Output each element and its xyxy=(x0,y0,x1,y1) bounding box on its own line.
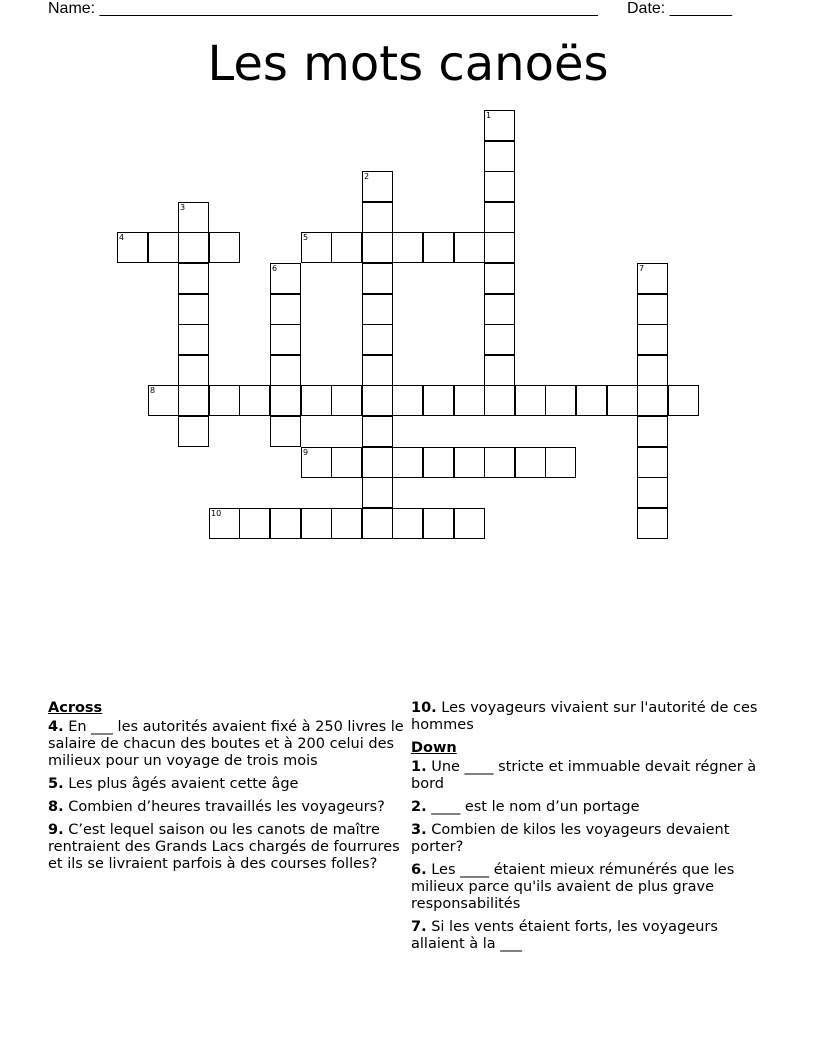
clue-number-label: 1 xyxy=(486,111,492,120)
clue-text: Les ____ étaient mieux rémunérés que les milieux parce qu'ils avaient de plus grave responsabilités xyxy=(411,862,735,912)
clue-text: C’est lequel saison ou les canots de maître rentraient des Grands Lacs chargés de fourrures et ils se livraient parfois à des courses folles? xyxy=(48,822,400,872)
grid-cell[interactable] xyxy=(178,202,209,233)
grid-cell[interactable] xyxy=(423,232,454,263)
grid-cell[interactable] xyxy=(270,263,301,294)
grid-cell[interactable] xyxy=(484,171,515,202)
grid-cell[interactable] xyxy=(178,294,209,325)
clue-number: 9. xyxy=(48,822,64,838)
grid-cell[interactable] xyxy=(515,447,546,478)
grid-cell[interactable] xyxy=(270,416,301,447)
grid-cell[interactable] xyxy=(607,385,638,416)
clue-number-label: 5 xyxy=(303,233,309,242)
grid-cell[interactable] xyxy=(331,447,362,478)
grid-cell[interactable] xyxy=(576,385,607,416)
clue-number-label: 2 xyxy=(364,172,370,181)
clue-number-label: 3 xyxy=(180,203,186,212)
grid-cell[interactable] xyxy=(178,416,209,447)
grid-cell[interactable] xyxy=(637,508,668,539)
grid-cell[interactable] xyxy=(423,385,454,416)
grid-cell[interactable] xyxy=(454,447,485,478)
grid-cell[interactable] xyxy=(362,263,393,294)
clue-across-8 xyxy=(48,799,408,816)
clue-number: 7. xyxy=(411,919,427,935)
grid-cell[interactable] xyxy=(148,232,179,263)
grid-cell[interactable] xyxy=(270,294,301,325)
grid-cell[interactable] xyxy=(209,232,240,263)
clue-down-6 xyxy=(411,862,771,913)
clue-text: Une ____ stricte et immuable devait régner à bord xyxy=(411,759,757,792)
clue-number: 4. xyxy=(48,719,64,735)
grid-cell[interactable] xyxy=(392,508,423,539)
clue-number-label: 8 xyxy=(150,386,156,395)
clue-down-3 xyxy=(411,822,771,856)
clue-across-9 xyxy=(48,822,408,873)
grid-cell[interactable] xyxy=(331,385,362,416)
grid-cell[interactable] xyxy=(637,294,668,325)
grid-cell[interactable] xyxy=(331,232,362,263)
grid-cell[interactable] xyxy=(270,385,301,416)
clue-down-7 xyxy=(411,919,771,953)
grid-cell[interactable] xyxy=(637,416,668,447)
grid-cell[interactable] xyxy=(423,447,454,478)
grid-cell[interactable] xyxy=(637,447,668,478)
grid-cell[interactable] xyxy=(301,447,332,478)
grid-cell[interactable] xyxy=(209,508,240,539)
grid-cell[interactable] xyxy=(484,232,515,263)
grid-cell[interactable] xyxy=(178,385,209,416)
grid-cell[interactable] xyxy=(423,508,454,539)
grid-cell[interactable] xyxy=(515,385,546,416)
clue-number: 1. xyxy=(411,759,427,775)
grid-cell[interactable] xyxy=(454,232,485,263)
clue-number-label: 7 xyxy=(639,264,645,273)
date-field-label[interactable]: Date: _______ xyxy=(627,0,732,17)
clue-number: 3. xyxy=(411,822,427,838)
down-heading: Down xyxy=(411,740,457,756)
grid-cell[interactable] xyxy=(178,324,209,355)
grid-cell[interactable] xyxy=(362,232,393,263)
clues-column-left xyxy=(48,700,408,879)
grid-cell[interactable] xyxy=(392,232,423,263)
grid-cell[interactable] xyxy=(637,477,668,508)
grid-cell[interactable] xyxy=(270,355,301,386)
grid-cell[interactable] xyxy=(301,385,332,416)
grid-cell[interactable] xyxy=(484,263,515,294)
grid-cell[interactable] xyxy=(484,355,515,386)
clue-text: Les plus âgés avaient cette âge xyxy=(68,776,299,792)
grid-cell[interactable] xyxy=(362,477,393,508)
grid-cell[interactable] xyxy=(362,416,393,447)
grid-cell[interactable] xyxy=(545,447,576,478)
grid-cell[interactable] xyxy=(637,355,668,386)
clue-across-10 xyxy=(411,700,771,734)
across-heading: Across xyxy=(48,700,103,716)
grid-cell[interactable] xyxy=(668,385,699,416)
puzzle-title: Les mots canoës xyxy=(207,36,609,92)
grid-cell[interactable] xyxy=(484,141,515,172)
grid-cell[interactable] xyxy=(362,294,393,325)
grid-cell[interactable] xyxy=(362,324,393,355)
grid-cell[interactable] xyxy=(392,447,423,478)
clue-number: 2. xyxy=(411,799,427,815)
grid-cell[interactable] xyxy=(270,324,301,355)
grid-cell[interactable] xyxy=(484,385,515,416)
grid-cell[interactable] xyxy=(484,110,515,141)
clue-across-4 xyxy=(48,719,408,770)
grid-cell[interactable] xyxy=(148,385,179,416)
clue-text: ____ est le nom d’un portage xyxy=(431,799,640,815)
clue-number-label: 6 xyxy=(272,264,278,273)
clue-text: Les voyageurs vivaient sur l'autorité de ces hommes xyxy=(411,700,758,733)
grid-cell[interactable] xyxy=(362,355,393,386)
grid-cell[interactable] xyxy=(484,447,515,478)
grid-cell[interactable] xyxy=(301,232,332,263)
grid-cell[interactable] xyxy=(209,385,240,416)
grid-cell[interactable] xyxy=(362,447,393,478)
clue-text: En ___ les autorités avaient fixé à 250 livres le salaire de chacun des boutes et à 200 celui des milieux pour un voyage de trois mois xyxy=(48,719,404,769)
grid-cell[interactable] xyxy=(392,385,423,416)
clue-text: Combien de kilos les voyageurs devaient porter? xyxy=(411,822,730,855)
clue-number: 5. xyxy=(48,776,64,792)
grid-cell[interactable] xyxy=(362,171,393,202)
grid-cell[interactable] xyxy=(362,385,393,416)
grid-cell[interactable] xyxy=(117,232,148,263)
grid-cell[interactable] xyxy=(331,508,362,539)
clue-number-label: 10 xyxy=(211,509,222,518)
grid-cell[interactable] xyxy=(637,263,668,294)
grid-cell[interactable] xyxy=(454,508,485,539)
clue-down-1 xyxy=(411,759,771,793)
grid-cell[interactable] xyxy=(239,385,270,416)
grid-cell[interactable] xyxy=(637,324,668,355)
clue-across-5 xyxy=(48,776,408,793)
clue-number-label: 4 xyxy=(119,233,125,242)
clue-number: 8. xyxy=(48,799,64,815)
grid-cell[interactable] xyxy=(454,385,485,416)
grid-cell[interactable] xyxy=(484,202,515,233)
grid-cell[interactable] xyxy=(362,202,393,233)
grid-cell[interactable] xyxy=(239,508,270,539)
grid-cell[interactable] xyxy=(301,508,332,539)
grid-cell[interactable] xyxy=(270,508,301,539)
grid-cell[interactable] xyxy=(178,355,209,386)
name-field-label[interactable]: Name: ________________________________________________________ xyxy=(48,0,598,17)
grid-cell[interactable] xyxy=(178,263,209,294)
grid-cell[interactable] xyxy=(637,385,668,416)
clue-number: 10. xyxy=(411,700,437,716)
grid-cell[interactable] xyxy=(484,324,515,355)
clue-text: Combien d’heures travaillés les voyageurs? xyxy=(68,799,385,815)
grid-cell[interactable] xyxy=(178,232,209,263)
grid-cell[interactable] xyxy=(362,508,393,539)
clue-down-2 xyxy=(411,799,771,816)
grid-cell[interactable] xyxy=(484,294,515,325)
grid-cell[interactable] xyxy=(545,385,576,416)
clue-number: 6. xyxy=(411,862,427,878)
clue-text: Si les vents étaient forts, les voyageurs allaient à la ___ xyxy=(411,919,718,952)
clues-column-right xyxy=(411,700,771,959)
clue-number-label: 9 xyxy=(303,448,309,457)
